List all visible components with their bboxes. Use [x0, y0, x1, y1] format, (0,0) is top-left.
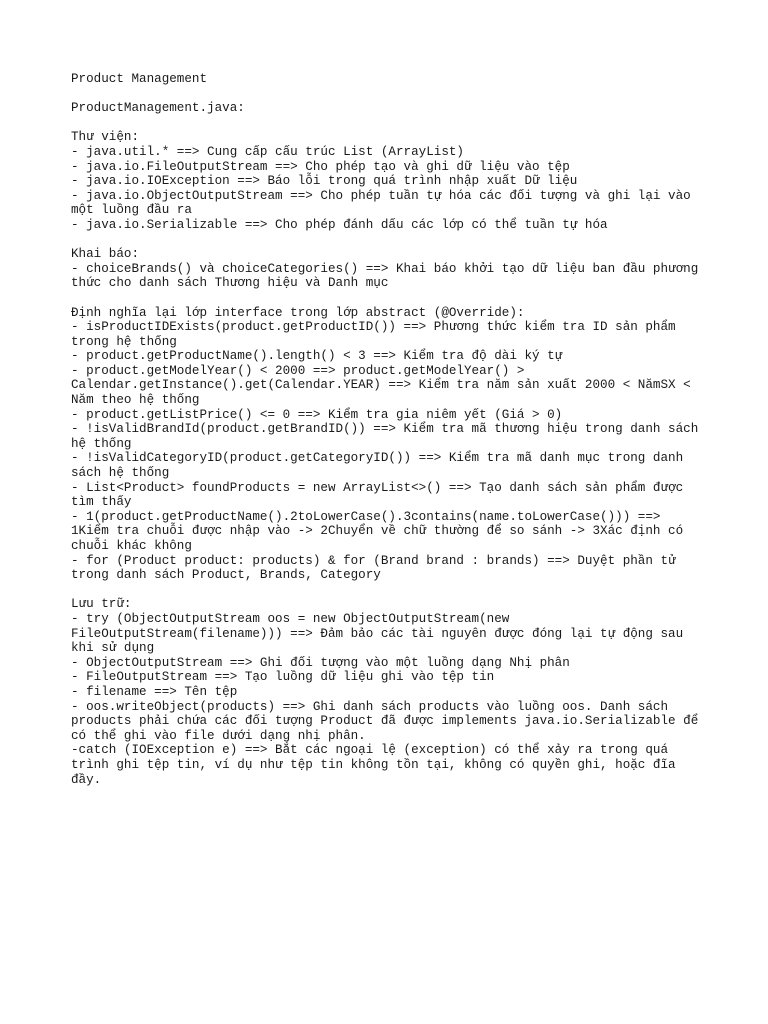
text-line: - product.getModelYear() < 2000 ==> product.getModelYear() >: [71, 363, 525, 378]
text-line: khi sử dụng: [71, 641, 155, 656]
text-line: - product.getListPrice() <= 0 ==> Kiểm tra gia niêm yết (Giá > 0): [71, 407, 563, 422]
text-line: FileOutputStream(filename))) ==> Đảm bảo các tài nguyên được đóng lại tự động sau: [71, 626, 684, 641]
text-line: products phải chứa các đối tượng Product đã được implements java.io.Serializable để: [71, 714, 699, 729]
text-line: tìm thấy: [71, 495, 132, 510]
text-line: - !isValidBrandId(product.getBrandID()) ==> Kiểm tra mã thương hiệu trong danh sách: [71, 422, 699, 437]
file-name: ProductManagement.java:: [71, 101, 245, 116]
text-line: - java.io.ObjectOutputStream ==> Cho phép tuần tự hóa các đối tượng và ghi lại vào: [71, 188, 691, 203]
text-line: - isProductIDExists(product.getProductID()) ==> Phương thức kiểm tra ID sản phẩm: [71, 320, 676, 335]
text-line: - List<Product> foundProducts = new ArrayList<>() ==> Tạo danh sách sản phẩm được: [71, 480, 684, 495]
section-heading: Định nghĩa lại lớp interface trong lớp abstract (@Override):: [71, 305, 525, 320]
text-line: - choiceBrands() và choiceCategories() ==> Khai báo khởi tạo dữ liệu ban đầu phương: [71, 261, 699, 276]
text-line: Năm theo hệ thống: [71, 393, 200, 408]
section-block: [71, 306, 701, 598]
text-line: đầy.: [71, 772, 102, 787]
text-line: trong hệ thống: [71, 334, 177, 349]
text-line: - java.io.Serializable ==> Cho phép đánh dấu các lớp có thể tuần tự hóa: [71, 217, 608, 232]
text-line: thức cho danh sách Thương hiệu và Danh mục: [71, 276, 389, 291]
text-line: - java.io.IOException ==> Báo lỗi trong quá trình nhập xuất Dữ liệu: [71, 174, 578, 189]
document-page: [71, 72, 701, 787]
text-line: - oos.writeObject(products) ==> Ghi danh sách products vào luồng oos. Danh sách: [71, 699, 669, 714]
spacer: [71, 87, 701, 102]
text-line: sách hệ thống: [71, 466, 170, 481]
text-line: trình ghi tệp tin, ví dụ như tệp tin không tồn tại, không có quyền ghi, hoặc đĩa: [71, 757, 676, 772]
section-heading: Lưu trữ:: [71, 597, 132, 612]
text-line: - java.io.FileOutputStream ==> Cho phép tạo và ghi dữ liệu vào tệp: [71, 159, 570, 174]
text-line: - ObjectOutputStream ==> Ghi đối tượng vào một luồng dạng Nhị phân: [71, 655, 570, 670]
text-line: - for (Product product: products) & for (Brand brand : brands) ==> Duyệt phần tử: [71, 553, 676, 568]
document-sections: [71, 130, 701, 787]
text-line: - 1(product.getProductName().2toLowerCase().3contains(name.toLowerCase())) ==>: [71, 509, 661, 524]
spacer: [71, 233, 701, 248]
text-line: - try (ObjectOutputStream oos = new ObjectOutputStream(new: [71, 611, 510, 626]
document-title: Product Management: [71, 72, 208, 86]
text-line: có thể ghi vào file dưới dạng nhị phân.: [71, 728, 366, 743]
text-line: một luồng đầu ra: [71, 203, 192, 218]
section-block: [71, 597, 701, 787]
text-line: - FileOutputStream ==> Tạo luồng dữ liệu ghi vào tệp tin: [71, 670, 495, 685]
text-line: - filename ==> Tên tệp: [71, 684, 238, 699]
spacer: [71, 116, 701, 131]
text-line: -catch (IOException e) ==> Bắt các ngoại lệ (exception) có thể xảy ra trong quá: [71, 743, 669, 758]
text-line: trong danh sách Product, Brands, Category: [71, 568, 381, 583]
text-line: chuỗi khác không: [71, 539, 192, 553]
section-heading: Khai báo:: [71, 247, 140, 262]
text-line: - !isValidCategoryID(product.getCategoryID()) ==> Kiểm tra mã danh mục trong danh: [71, 451, 684, 466]
section-heading: Thư viện:: [71, 130, 140, 145]
text-line: 1Kiểm tra chuỗi được nhập vào -> 2Chuyển về chữ thường để so sánh -> 3Xác định có: [71, 524, 684, 539]
text-line: hệ thống: [71, 436, 132, 451]
spacer: [71, 291, 701, 306]
spacer: [71, 583, 701, 598]
section-block: [71, 247, 701, 305]
text-line: Calendar.getInstance().get(Calendar.YEAR) ==> Kiểm tra năm sản xuất 2000 < NămSX <: [71, 378, 691, 393]
text-line: - java.util.* ==> Cung cấp cấu trúc List (ArrayList): [71, 144, 464, 159]
section-block: [71, 130, 701, 247]
text-line: - product.getProductName().length() < 3 ==> Kiểm tra độ dài ký tự: [71, 349, 563, 364]
